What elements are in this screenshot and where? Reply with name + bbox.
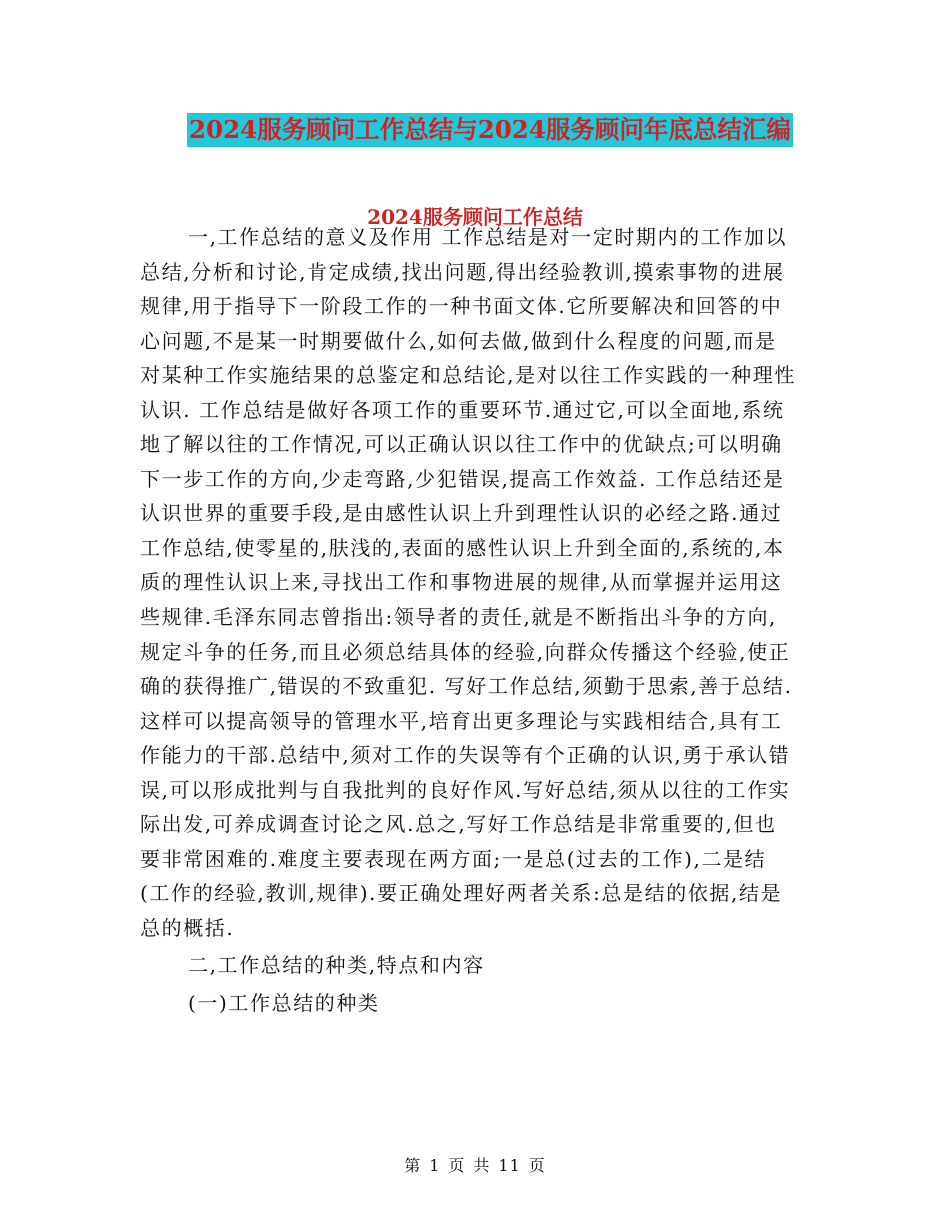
paragraph-line: 工作总结,使零星的,肤浅的,表面的感性认识上升到全面的,系统的,本 [140, 535, 785, 560]
footer-prefix: 第 [404, 1156, 422, 1175]
paragraph-line: 误,可以形成批判与自我批判的良好作风.写好总结,须从以往的工作实 [140, 777, 791, 802]
footer-suffix: 页 [528, 1156, 546, 1175]
paragraph-line: (工作的经验,教训,规律).要正确处理好两者关系:总是结的依据,结是 [140, 881, 783, 906]
paragraph-line: 规律,用于指导下一阶段工作的一种书面文体.它所要解决和回答的中 [140, 294, 783, 319]
paragraph-line: 一,工作总结的意义及作用 工作总结是对一定时期内的工作加以 [188, 225, 788, 249]
paragraph-line: 总的概括. [140, 915, 235, 940]
paragraph-line: 作能力的干部.总结中,须对工作的失误等有个正确的认识,勇于承认错 [140, 743, 791, 768]
paragraph-line: 确的获得推广,错误的不致重犯. 写好工作总结,须勤于思索,善于总结. [140, 674, 793, 699]
paragraph-line: 质的理性认识上来,寻找出工作和事物进展的规律,从而掌握并运用这 [140, 570, 783, 595]
paragraph-line: 认识. 工作总结是做好各项工作的重要环节.通过它,可以全面地,系统 [140, 397, 785, 422]
paragraph-line: 规定斗争的任务,而且必须总结具体的经验,向群众传播这个经验,使正 [140, 639, 791, 664]
footer-total-label: 共 [473, 1156, 491, 1175]
page-number: 1 [429, 1156, 441, 1175]
paragraph-line: 认识世界的重要手段,是由感性认识上升到理性认识的必经之路.通过 [140, 501, 783, 526]
footer-page-label: 页 [448, 1156, 466, 1175]
paragraph-line: 要非常困难的.难度主要表现在两方面;一是总(过去的工作),二是结 [140, 846, 767, 871]
body-text [140, 220, 810, 1021]
paragraph-line: 下一步工作的方向,少走弯路,少犯错误,提高工作效益. 工作总结还是 [140, 466, 785, 491]
paragraph-line: 际出发,可养成调查讨论之风.总之,写好工作总结是非常重要的,但也 [140, 812, 777, 837]
paragraph-line: 这样可以提高领导的管理水平,培育出更多理论与实践相结合,具有工 [140, 708, 783, 733]
paragraph-line: 对某种工作实施结果的总鉴定和总结论,是对以往工作实践的一种理性 [140, 363, 796, 388]
subsection-heading: (一)工作总结的种类 [188, 991, 380, 1016]
total-pages: 11 [498, 1156, 521, 1175]
section-title: 2024服务顾问工作总结 [367, 205, 583, 229]
document-title: 2024服务顾问工作总结与2024服务顾问年底总结汇编 [187, 113, 793, 147]
section-heading: 二,工作总结的种类,特点和内容 [188, 953, 485, 978]
paragraph-line: 心问题,不是某一时期要做什么,如何去做,做到什么程度的问题,而是 [140, 328, 777, 353]
paragraph-line: 地了解以往的工作情况,可以正确认识以往工作中的优缺点;可以明确 [140, 432, 783, 457]
page-footer [0, 1153, 950, 1176]
paragraph-line: 总结,分析和讨论,肯定成绩,找出问题,得出经验教训,摸索事物的进展 [140, 259, 785, 284]
paragraph-line: 些规律.毛泽东同志曾指出:领导者的责任,就是不断指出斗争的方向, [140, 605, 778, 630]
